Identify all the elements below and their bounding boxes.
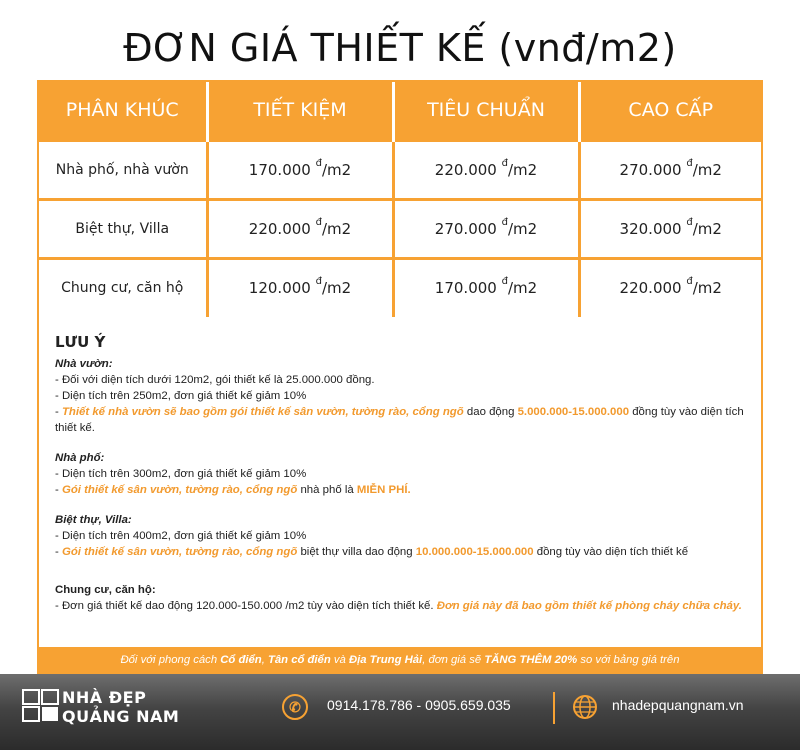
price-cell: 270.000 $^đ$/m2: [393, 199, 579, 258]
price-cell: 120.000 $^đ$/m2: [207, 258, 393, 317]
table-header-row: [39, 82, 761, 140]
table-row: [39, 199, 761, 258]
header-segment: PHÂN KHÚC: [39, 82, 207, 140]
header-economy: TIẾT KIỆM: [207, 82, 393, 140]
phone-icon: ✆: [282, 694, 308, 720]
price-cell: 170.000 $^đ$/m2: [207, 140, 393, 199]
garden-line-2: - Diện tích trên 250m2, đơn giá thiết kế giảm 10%: [55, 390, 307, 402]
house-grid-logo-icon: [22, 688, 62, 724]
garden-line-1: - Đối với diện tích dưới 120m2, gói thiết kế là 25.000.000 đồng.: [55, 374, 375, 386]
website-link[interactable]: nhadepquangnam.vn: [612, 697, 744, 713]
villa-line-1: - Diện tích trên 400m2, đơn giá thiết kế giảm 10%: [55, 530, 307, 542]
villa-line-2: - Gói thiết kế sân vườn, tường rào, cổng ngõ biệt thự villa dao động 10.000.000-15.000.000 đồng tùy vào diện tích thiết kế: [55, 546, 689, 558]
price-cell: 220.000 $^đ$/m2: [393, 140, 579, 199]
phone-numbers[interactable]: 0914.178.786 - 0905.659.035: [327, 697, 511, 713]
segment-cell: Biệt thự, Villa: [39, 199, 207, 258]
price-cell: 170.000 $^đ$/m2: [393, 258, 579, 317]
brand-name: NHÀ ĐẸP QUẢNG NAM: [62, 688, 180, 726]
villa-title: Biệt thự, Villa:: [55, 514, 132, 526]
garden-title: Nhà vườn:: [55, 358, 113, 370]
segment-cell: Nhà phố, nhà vườn: [39, 140, 207, 199]
notes-section: [55, 334, 755, 614]
price-cell: 320.000 $^đ$/m2: [579, 199, 761, 258]
table-row: [39, 140, 761, 199]
townhouse-line-2: - Gói thiết kế sân vườn, tường rào, cổng ngõ nhà phố là MIỄN PHÍ.: [55, 484, 411, 496]
price-card: [37, 80, 763, 674]
price-cell: 220.000 $^đ$/m2: [579, 258, 761, 317]
apartment-title: Chung cư, căn hộ:: [55, 584, 156, 596]
apartment-line-1: - Đơn giá thiết kế dao động 120.000-150.000 /m2 tùy vào diện tích thiết kế. Đơn giá này đã bao gồm thiết kế phòng cháy chữa cháy.: [55, 600, 742, 612]
price-cell: 270.000 $^đ$/m2: [579, 140, 761, 199]
notes-heading: LƯU Ý: [55, 333, 106, 351]
garden-line-3: - Thiết kế nhà vườn sẽ bao gồm gói thiết kế sân vườn, tường rào, cổng ngõ dao động 5.000.000-15.000.000 đồng tùy vào diện tích thiết kế.: [55, 406, 744, 434]
segment-cell: Chung cư, căn hộ: [39, 258, 207, 317]
townhouse-title: Nhà phố:: [55, 452, 105, 464]
price-cell: 220.000 $^đ$/m2: [207, 199, 393, 258]
footer-bar: [0, 674, 800, 750]
townhouse-line-1: - Diện tích trên 300m2, đơn giá thiết kế giảm 10%: [55, 468, 307, 480]
header-premium: CAO CẤP: [579, 82, 761, 140]
style-surcharge-banner: Đối với phong cách Cổ điển, Tân cổ điển và Địa Trung Hải, đơn giá sẽ TĂNG THÊM 20% so với bảng giá trên: [37, 647, 763, 674]
globe-icon: [572, 694, 598, 720]
page-title: ĐƠN GIÁ THIẾT KẾ (vnđ/m2): [123, 26, 677, 70]
price-table: [39, 82, 761, 317]
footer-divider: [553, 692, 555, 724]
header-standard: TIÊU CHUẨN: [393, 82, 579, 140]
table-row: [39, 258, 761, 317]
